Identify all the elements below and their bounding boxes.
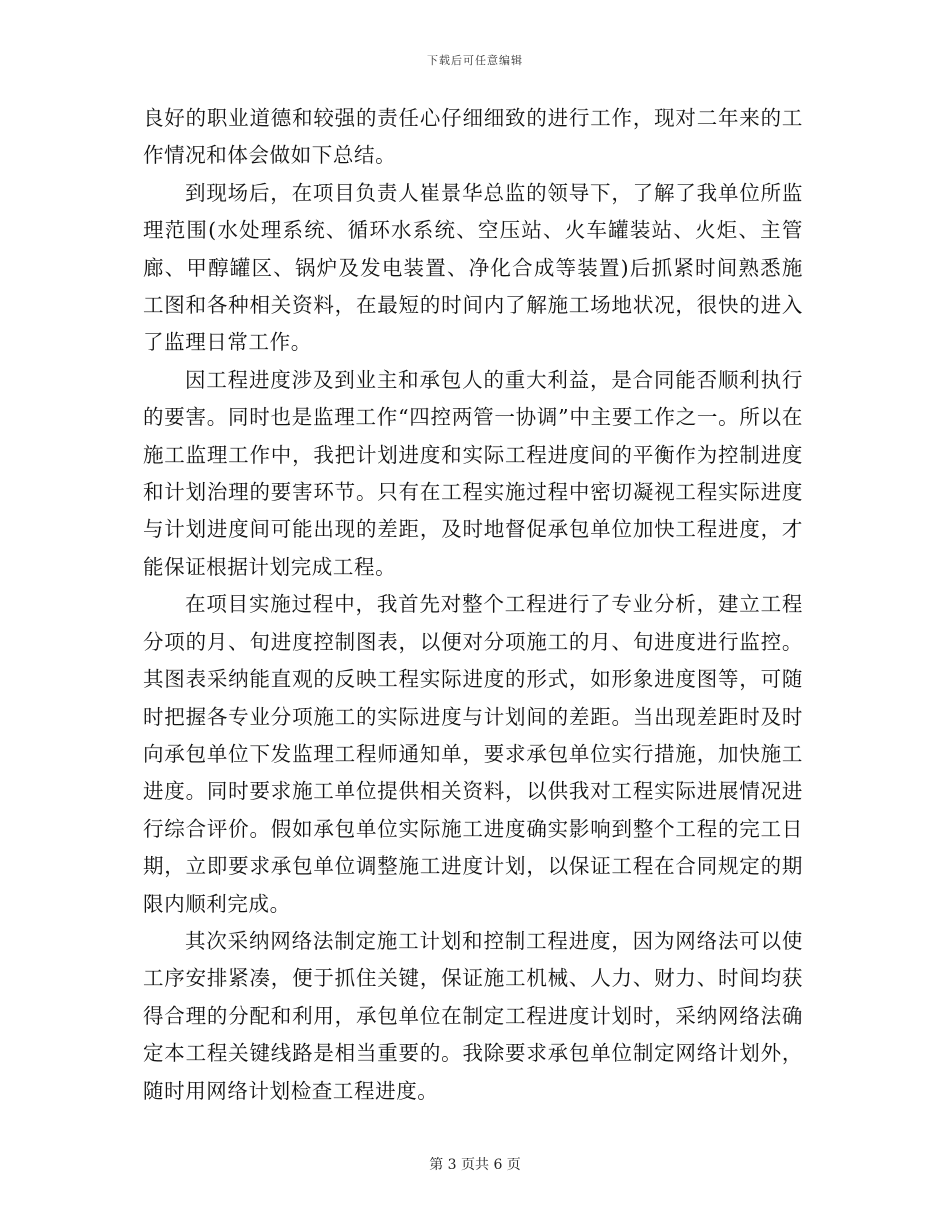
paragraph-4: 在项目实施过程中，我首先对整个工程进行了专业分析，建立工程分项的月、旬进度控制图表，以便对分项施工的月、旬进度进行监控。其图表采纳能直观的反映工程实际进度的形式，如形象进度图等，可随时把握各专业分项施工的实际进度与计划间的差距。当出现差距时及时向承包单位下发监理工程师通知单，要求承包单位实行措施，加快施工进度。同时要求施工单位提供相关资料，以供我对工程实际进展情况进行综合评价。假如承包单位实际施工进度确实影响到整个工程的完工日期，立即要求承包单位调整施工进度计划，以保证工程在合同规定的期限内顺利完成。: [143, 592, 803, 916]
document-body: [143, 100, 803, 1110]
paragraph-3: 因工程进度涉及到业主和承包人的重大利益，是合同能否顺利执行的要害。同时也是监理工作“四控两管一协调”中主要工作之一。所以在施工监理工作中，我把计划进度和实际工程进度间的平衡作为控制进度和计划治理的要害环节。只有在工程实施过程中密切凝视工程实际进度与计划进度间可能出现的差距，及时地督促承包单位加快工程进度，才能保证根据计划完成工程。: [143, 367, 803, 579]
page-header: 下载后可任意编辑: [427, 54, 523, 67]
paragraph-1: 良好的职业道德和较强的责任心仔细细致的进行工作，现对二年来的工作情况和体会做如下总结。: [143, 106, 803, 168]
paragraph-2: 到现场后，在项目负责人崔景华总监的领导下，了解了我单位所监理范围(水处理系统、循环水系统、空压站、火车罐装站、火炬、主管廊、甲醇罐区、锅炉及发电装置、净化合成等装置)后抓紧时间熟悉施工图和各种相关资料，在最短的时间内了解施工场地状况，很快的进入了监理日常工作。: [143, 180, 803, 355]
page-footer: 第 3 页共 6 页: [429, 1157, 521, 1173]
paragraph-5: 其次采纳网络法制定施工计划和控制工程进度，因为网络法可以使工序安排紧凑，便于抓住关键，保证施工机械、人力、财力、时间均获得合理的分配和利用，承包单位在制定工程进度计划时，采纳网络法确定本工程关键线路是相当重要的。我除要求承包单位制定网络计划外，随时用网络计划检查工程进度。: [143, 928, 803, 1103]
